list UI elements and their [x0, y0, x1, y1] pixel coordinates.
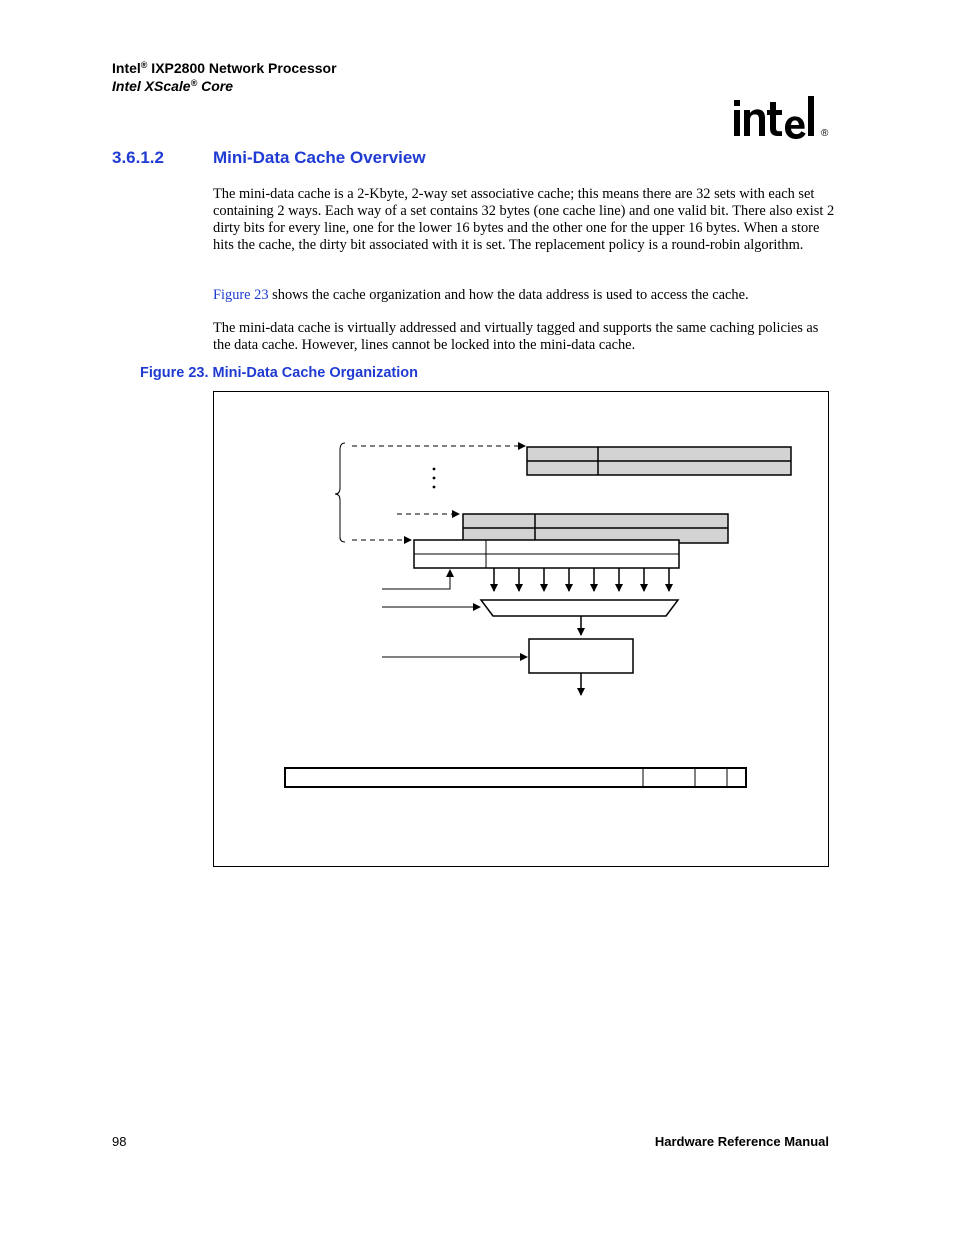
paragraph-addressing: The mini-data cache is virtually addressed and virtually tagged and supports the same caching policies as the data cache. However, lines cannot be locked into the mini-data cache. [213, 320, 819, 353]
page-number: 98 [112, 1134, 127, 1149]
paragraph-figure-reference-text: shows the cache organization and how the data address is used to access the cache. [268, 287, 749, 303]
ellipsis-dots [433, 468, 436, 489]
figure-caption: Figure 23. Mini-Data Cache Organization [140, 365, 418, 381]
paragraph-figure-reference [213, 287, 838, 304]
paragraph-cache-description: The mini-data cache is a 2-Kbyte, 2-way set associative cache; this means there are 32 sets with each set containing 2 ways. Each way of a set contains 32 bytes (one cache line) and one valid bit. There also exist 2 dirty bits for every line, one for the lower 16 bytes and the other one for the upper 16 bytes. When a store hits the cache, the dirty bit associated with it is set. The replacement policy is a round-robin algorithm. [213, 186, 835, 253]
cache-set-1 [463, 514, 728, 543]
running-header-core: Intel XScale® Core [112, 78, 234, 94]
byte-align-box [529, 639, 633, 673]
figure-23-link[interactable]: Figure 23 [213, 287, 269, 303]
tag-input-arrow [382, 570, 450, 589]
figure-frame [213, 391, 829, 867]
cache-set-0 [414, 540, 679, 568]
svg-text:®: ® [821, 128, 829, 139]
set-brace [335, 443, 345, 542]
section-number: 3.6.1.2 [112, 148, 164, 167]
section-title: Mini-Data Cache Overview [213, 148, 426, 167]
cache-organization-diagram [214, 392, 828, 866]
cache-set-31 [527, 447, 791, 475]
running-header-product: Intel® IXP2800 Network Processor [112, 60, 337, 76]
mux-input-arrows [494, 568, 669, 591]
intel-logo [732, 92, 836, 150]
data-address-register [285, 768, 746, 787]
footer-title: Hardware Reference Manual [654, 1134, 829, 1149]
word-select-mux [481, 600, 678, 616]
